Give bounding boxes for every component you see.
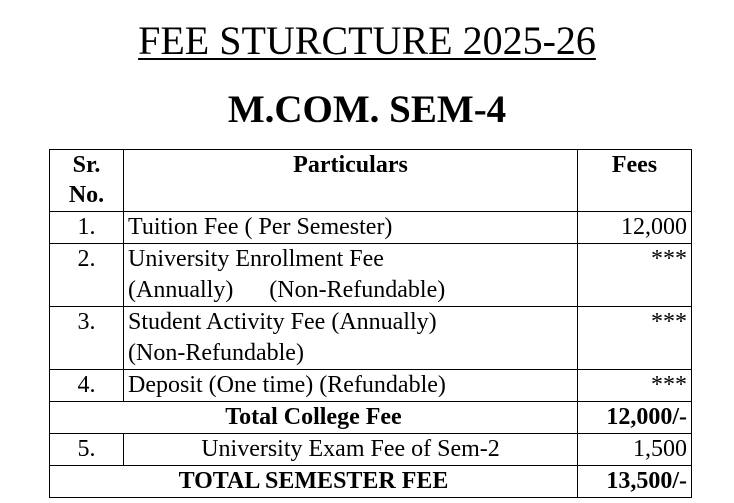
row-particulars bbox=[124, 212, 578, 244]
semester-total-fee: 13,500/- bbox=[578, 466, 692, 498]
row-sr: 3. bbox=[50, 307, 124, 370]
row-sr: 5. bbox=[50, 434, 124, 466]
college-total-fee: 12,000/- bbox=[578, 402, 692, 434]
header-sr-line1: Sr. bbox=[72, 152, 101, 178]
row-particulars bbox=[124, 307, 578, 370]
table-row bbox=[50, 434, 692, 466]
row-sr: 2. bbox=[50, 244, 124, 307]
college-total-row bbox=[50, 402, 692, 434]
header-particulars: Particulars bbox=[124, 150, 578, 212]
header-sr-line2: No. bbox=[68, 182, 105, 208]
row-particulars-line: (Annually) (Non-Refundable) bbox=[128, 277, 446, 303]
row-fee: *** bbox=[578, 244, 692, 307]
table-header-row bbox=[50, 150, 692, 212]
row-particulars bbox=[124, 244, 578, 307]
row-particulars-line: Deposit (One time) (Refundable) bbox=[128, 372, 446, 398]
table-row bbox=[50, 212, 692, 244]
header-sr-no bbox=[50, 150, 124, 212]
row-fee: 1,500 bbox=[578, 434, 692, 466]
row-sr: 1. bbox=[50, 212, 124, 244]
semester-total-label: TOTAL SEMESTER FEE bbox=[50, 466, 578, 498]
table-row bbox=[50, 370, 692, 402]
row-fee: 12,000 bbox=[578, 212, 692, 244]
row-fee: *** bbox=[578, 307, 692, 370]
semester-total-row bbox=[50, 466, 692, 498]
row-fee: *** bbox=[578, 370, 692, 402]
row-particulars-line: Student Activity Fee (Annually) bbox=[128, 309, 437, 335]
row-particulars-line: University Enrollment Fee bbox=[128, 246, 384, 272]
row-sr: 4. bbox=[50, 370, 124, 402]
table-row bbox=[50, 307, 692, 370]
row-particulars-line: (Non-Refundable) bbox=[128, 340, 304, 366]
row-particulars bbox=[124, 370, 578, 402]
college-total-label: Total College Fee bbox=[50, 402, 578, 434]
document-subtitle: M.COM. SEM-4 bbox=[227, 88, 507, 131]
document-title: FEE STURCTURE 2025-26 bbox=[138, 18, 596, 63]
table-row bbox=[50, 244, 692, 307]
row-particulars-line: Tuition Fee ( Per Semester) bbox=[128, 214, 393, 240]
header-fees: Fees bbox=[578, 150, 692, 212]
row-particulars: University Exam Fee of Sem-2 bbox=[124, 434, 578, 466]
fee-table bbox=[49, 149, 692, 498]
